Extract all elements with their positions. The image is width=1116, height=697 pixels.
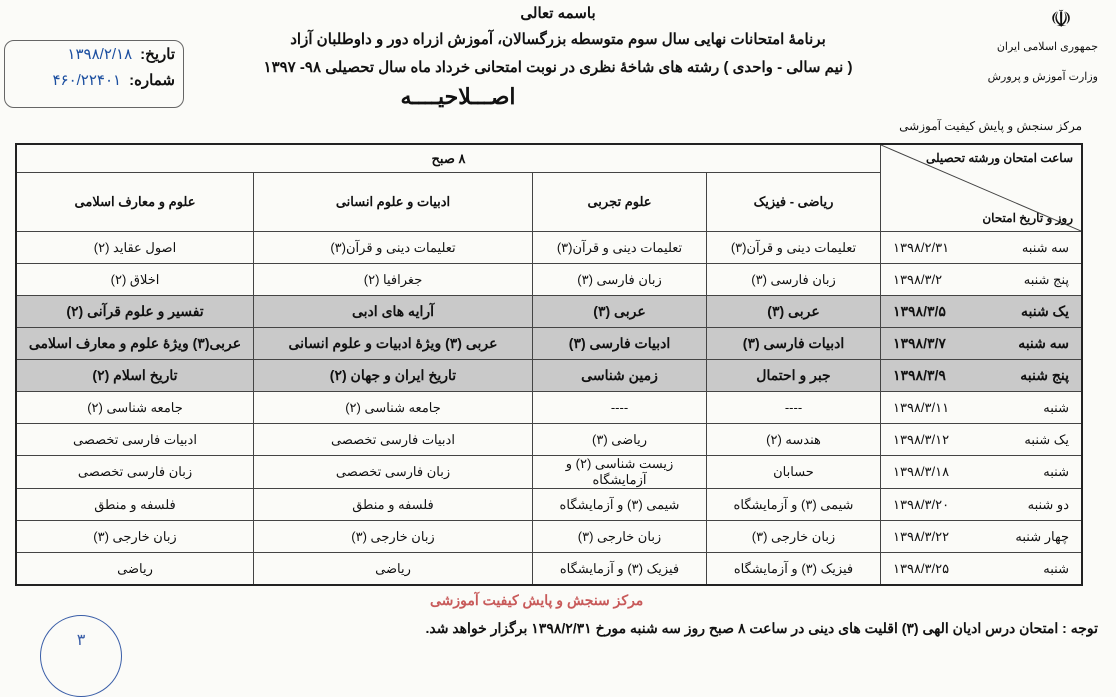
day: یک شنبه xyxy=(1020,303,1069,319)
day: پنج شنبه xyxy=(1020,367,1069,383)
day: سه شنبه xyxy=(1021,239,1069,255)
column-header: علوم تجربی xyxy=(533,173,707,232)
day-date-cell xyxy=(881,424,1083,456)
subject-cell: آرایه های ادبی xyxy=(254,296,533,328)
subject-cell: عربی (۳) xyxy=(707,296,881,328)
subject-cell: اخلاق (۲) xyxy=(16,264,254,296)
subject-cell: تعلیمات دینی و قرآن(۳) xyxy=(707,232,881,264)
table-row xyxy=(16,424,1082,456)
date: ۱۳۹۸/۳/۱۲ xyxy=(893,431,950,447)
subject-cell: تفسیر و علوم قرآنی (۲) xyxy=(16,296,254,328)
subject-cell: زبان فارسی تخصصی xyxy=(16,456,254,489)
day: شنبه xyxy=(1043,560,1069,576)
org-center: مرکز سنجش و پایش کیفیت آموزشی xyxy=(899,119,1082,133)
day: چهار شنبه xyxy=(1015,528,1069,544)
table-row xyxy=(16,360,1082,392)
subject-cell: زبان خارجی (۳) xyxy=(254,521,533,553)
subject-cell: عربی (۳) xyxy=(533,296,707,328)
subject-cell: شیمی (۳) و آزمایشگاه xyxy=(707,489,881,521)
day: شنبه xyxy=(1043,399,1069,415)
subject-cell: ---- xyxy=(707,392,881,424)
date: ۱۳۹۸/۳/۷ xyxy=(893,335,946,351)
subject-cell: زمین شناسی xyxy=(533,360,707,392)
day: پنج شنبه xyxy=(1023,271,1069,287)
column-header: ادبیات و علوم انسانی xyxy=(254,173,533,232)
day: سه شنبه xyxy=(1018,335,1069,351)
table-row xyxy=(16,232,1082,264)
org-country: جمهوری اسلامی ایران xyxy=(996,41,1098,53)
subject-cell: ---- xyxy=(533,392,707,424)
subject-cell: جبر و احتمال xyxy=(707,360,881,392)
stamp-text: ۳ xyxy=(76,632,86,649)
subject-cell: ادبیات فارسی (۳) xyxy=(533,328,707,360)
subject-cell: زبان خارجی (۳) xyxy=(707,521,881,553)
subject-cell: عربی(۳) ویژهٔ علوم و معارف اسلامی xyxy=(16,328,254,360)
subject-cell: عربی (۳) ویژهٔ ادبیات و علوم انسانی xyxy=(254,328,533,360)
date-number-box xyxy=(4,40,184,108)
subject-cell: ریاضی xyxy=(16,553,254,586)
subject-cell: تاریخ اسلام (۲) xyxy=(16,360,254,392)
subject-cell: ریاضی (۳) xyxy=(533,424,707,456)
org-ministry: وزارت آموزش و پرورش xyxy=(987,71,1098,83)
subject-cell: هندسه (۲) xyxy=(707,424,881,456)
day: دو شنبه xyxy=(1027,496,1069,512)
subject-cell: فلسفه و منطق xyxy=(16,489,254,521)
date: ۱۳۹۸/۳/۲۲ xyxy=(893,528,950,544)
day-date-cell xyxy=(881,232,1083,264)
column-header: علوم و معارف اسلامی xyxy=(16,173,254,232)
subject-cell: ادبیات فارسی تخصصی xyxy=(254,424,533,456)
subject-cell: زبان فارسی تخصصی xyxy=(254,456,533,489)
subject-cell: زیست شناسی (۲) و آزمایشگاه xyxy=(533,456,707,489)
day-date-cell xyxy=(881,456,1083,489)
day-date-cell xyxy=(881,553,1083,586)
table-row xyxy=(16,553,1082,586)
table-row xyxy=(16,521,1082,553)
table-row xyxy=(16,328,1082,360)
subject-cell: جامعه شناسی (۲) xyxy=(254,392,533,424)
date: ۱۳۹۸/۳/۱۱ xyxy=(893,399,950,415)
subject-cell: ادبیات فارسی (۳) xyxy=(707,328,881,360)
day-date-cell xyxy=(881,328,1083,360)
day-date-cell xyxy=(881,360,1083,392)
subject-cell: ادبیات فارسی تخصصی xyxy=(16,424,254,456)
date-value: ۱۳۹۸/۲/۱۸ xyxy=(67,46,133,63)
day: شنبه xyxy=(1043,464,1069,479)
table-row xyxy=(16,489,1082,521)
subject-cell: فیزیک (۳) و آزمایشگاه xyxy=(707,553,881,586)
table-row xyxy=(16,296,1082,328)
date: ۱۳۹۸/۳/۱۸ xyxy=(893,464,950,479)
date: ۱۳۹۸/۳/۹ xyxy=(893,367,946,383)
subject-cell: ریاضی xyxy=(254,553,533,586)
number-label: شماره: xyxy=(129,72,175,89)
watermark: مرکز سنجش و پایش کیفیت آموزشی xyxy=(430,592,644,608)
subject-cell: جغرافیا (۲) xyxy=(254,264,533,296)
date: ۱۳۹۸/۳/۲۰ xyxy=(893,496,950,512)
column-header: ریاضی - فیزیک xyxy=(707,173,881,232)
date: ۱۳۹۸/۳/۲۵ xyxy=(893,560,950,576)
subject-cell: زبان فارسی (۳) xyxy=(533,264,707,296)
exam-schedule-table xyxy=(15,143,1083,586)
corner-bottom-label: روز و تاریخ امتحان xyxy=(982,211,1073,225)
day-date-cell xyxy=(881,489,1083,521)
corner-header xyxy=(881,144,1083,232)
date: ۱۳۹۸/۳/۵ xyxy=(893,303,946,319)
subject-cell: زبان خارجی (۳) xyxy=(16,521,254,553)
table-row xyxy=(16,456,1082,489)
emblem-icon: ☫ xyxy=(1050,5,1072,33)
subject-cell: فیزیک (۳) و آزمایشگاه xyxy=(533,553,707,586)
time-header: ۸ صبح xyxy=(16,144,881,173)
table-row xyxy=(16,264,1082,296)
corner-top-label: ساعت امتحان ورشته تحصیلی xyxy=(925,151,1073,165)
document-heading xyxy=(192,2,924,112)
day-date-cell xyxy=(881,392,1083,424)
day-date-cell xyxy=(881,521,1083,553)
day-date-cell xyxy=(881,264,1083,296)
subject-cell: تاریخ ایران و جهان (۲) xyxy=(254,360,533,392)
correction-heading: اصـــلاحیــــه xyxy=(400,84,516,109)
title-line-1: برنامهٔ امتحانات نهایی سال سوم متوسطه بزرگسالان، آموزش ازراه دور و داوطلبان آزاد xyxy=(290,31,826,48)
day: یک شنبه xyxy=(1024,431,1069,447)
note: توجه : امتحان درس ادیان الهی (۳) اقلیت های دینی در ساعت ۸ صبح روز سه شنبه مورخ ۱۳۹۸/۲/۳۱ برگزار خواهد شد. xyxy=(425,620,1098,636)
bismillah: باسمه تعالی xyxy=(520,5,596,22)
date: ۱۳۹۸/۳/۲ xyxy=(893,271,943,287)
subject-cell: اصول عقاید (۲) xyxy=(16,232,254,264)
subject-cell: زبان خارجی (۳) xyxy=(533,521,707,553)
number-value: ۴۶۰/۲۲۴۰۱ xyxy=(52,72,122,89)
date-label: تاریخ: xyxy=(140,46,175,63)
subject-cell: جامعه شناسی (۲) xyxy=(16,392,254,424)
day-date-cell xyxy=(881,296,1083,328)
subject-cell: فلسفه و منطق xyxy=(254,489,533,521)
subject-cell: تعلیمات دینی و قرآن(۳) xyxy=(254,232,533,264)
date: ۱۳۹۸/۲/۳۱ xyxy=(893,239,950,255)
subject-cell: حسابان xyxy=(707,456,881,489)
subject-cell: تعلیمات دینی و قرآن(۳) xyxy=(533,232,707,264)
subject-cell: شیمی (۳) و آزمایشگاه xyxy=(533,489,707,521)
stamp xyxy=(40,615,122,697)
table-row xyxy=(16,392,1082,424)
title-line-2: ( نیم سالی - واحدی ) رشته های شاخهٔ نظری در نوبت امتحانی خرداد ماه سال تحصیلی ۹۸- ۱۳۹۷ xyxy=(263,59,853,76)
subject-cell: زبان فارسی (۳) xyxy=(707,264,881,296)
